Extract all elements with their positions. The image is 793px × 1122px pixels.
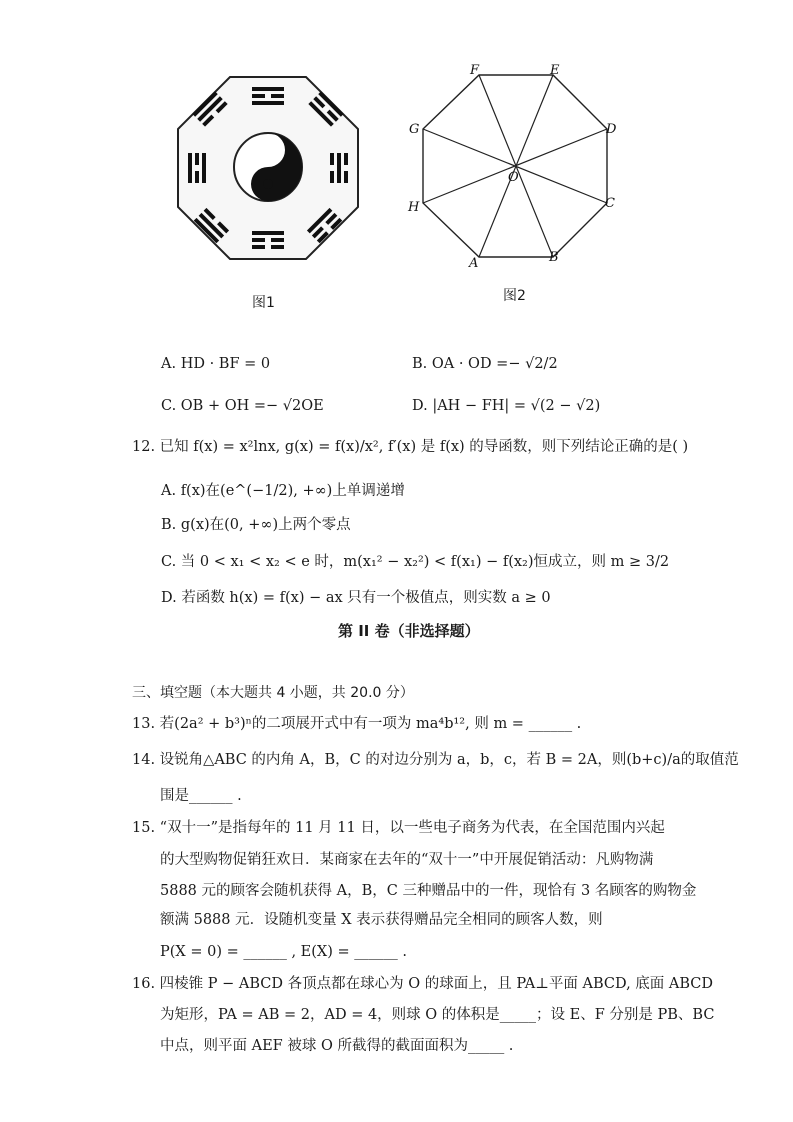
label-D: D [606,122,617,137]
q15-line-1: 15. “双十一”是指每年的 11 月 11 日，以一些电子商务为代表，在全国范围内兴起 [132,820,665,836]
figure-1-bagua [176,75,360,261]
label-O: O [508,170,519,185]
bagua-diagram [176,75,360,261]
q12-stem: 12. 已知 f(x) = x²lnx, g(x) = f(x)/x², f′(x) 是 f(x) 的导函数，则下列结论正确的是( ) [132,439,689,455]
label-H: H [408,200,420,215]
q16-line-2: 为矩形，PA = AB = 2，AD = 4，则球 O 的体积是_____；设 E、F 分别是 PB、BC [160,1007,715,1023]
label-B: B [549,250,559,265]
q15-line-5: P(X = 0) = ______ , E(X) = ______ . [160,944,407,960]
q16-line-1: 16. 四棱锥 P − ABCD 各顶点都在球心为 O 的球面上，且 PA⊥平面 ABCD, 底面 ABCD [132,976,714,992]
label-C: C [605,196,615,211]
q11-option-d: D. |AH − FH| = √(2 − √2) [412,398,601,414]
q14-line-2: 围是______ . [160,788,242,804]
q11-option-a: A. HD · BF = 0 [161,356,271,372]
q16-line-3: 中点，则平面 AEF 被球 O 所截得的截面面积为_____ . [160,1038,514,1054]
q15-line-2: 的大型购物促销狂欢日．某商家在去年的“双十一”中开展促销活动：凡购物满 [160,852,654,868]
octagon-diagram [398,58,630,273]
q15-line-3: 5888 元的顾客会随机获得 A，B，C 三种赠品中的一件，现恰有 3 名顾客的购物金 [160,883,697,899]
figure-2-octagon [398,58,630,273]
q12-option-b: B. g(x)在(0, +∞)上两个零点 [161,517,351,533]
q14-line-1: 14. 设锐角△ABC 的内角 A，B，C 的对边分别为 a，b，c，若 B = 2A，则(b+c)/a的取值范 [132,752,739,768]
q12-option-c: C. 当 0 < x₁ < x₂ < e 时，m(x₁² − x₂²) < f(x₁) − f(x₂)恒成立，则 m ≥ 3/2 [161,554,670,570]
figure-1-caption: 图1 [252,295,275,311]
q15-line-4: 额满 5888 元．设随机变量 X 表示获得赠品完全相同的顾客人数，则 [160,912,603,928]
label-F: F [470,63,480,78]
figure-2-caption: 图2 [503,288,526,304]
q11-option-c: C. OB + OH =− √2OE [161,398,324,414]
label-A: A [469,256,479,271]
label-E: E [550,63,560,78]
q11-option-b: B. OA · OD =− √2/2 [412,356,558,372]
q12-option-d: D. 若函数 h(x) = f(x) − ax 只有一个极值点，则实数 a ≥ 0 [161,590,551,606]
q12-option-a: A. f(x)在(e^(−1/2), +∞)上单调递增 [161,483,405,499]
q13: 13. 若(2a² + b³)ⁿ的二项展开式中有一项为 ma⁴b¹², 则 m = ______ . [132,716,582,732]
part-2-title: 第 II 卷（非选择题） [338,622,480,640]
section-3-title: 三、填空题（本大题共 4 小题，共 20.0 分） [132,685,414,701]
label-G: G [409,122,420,137]
